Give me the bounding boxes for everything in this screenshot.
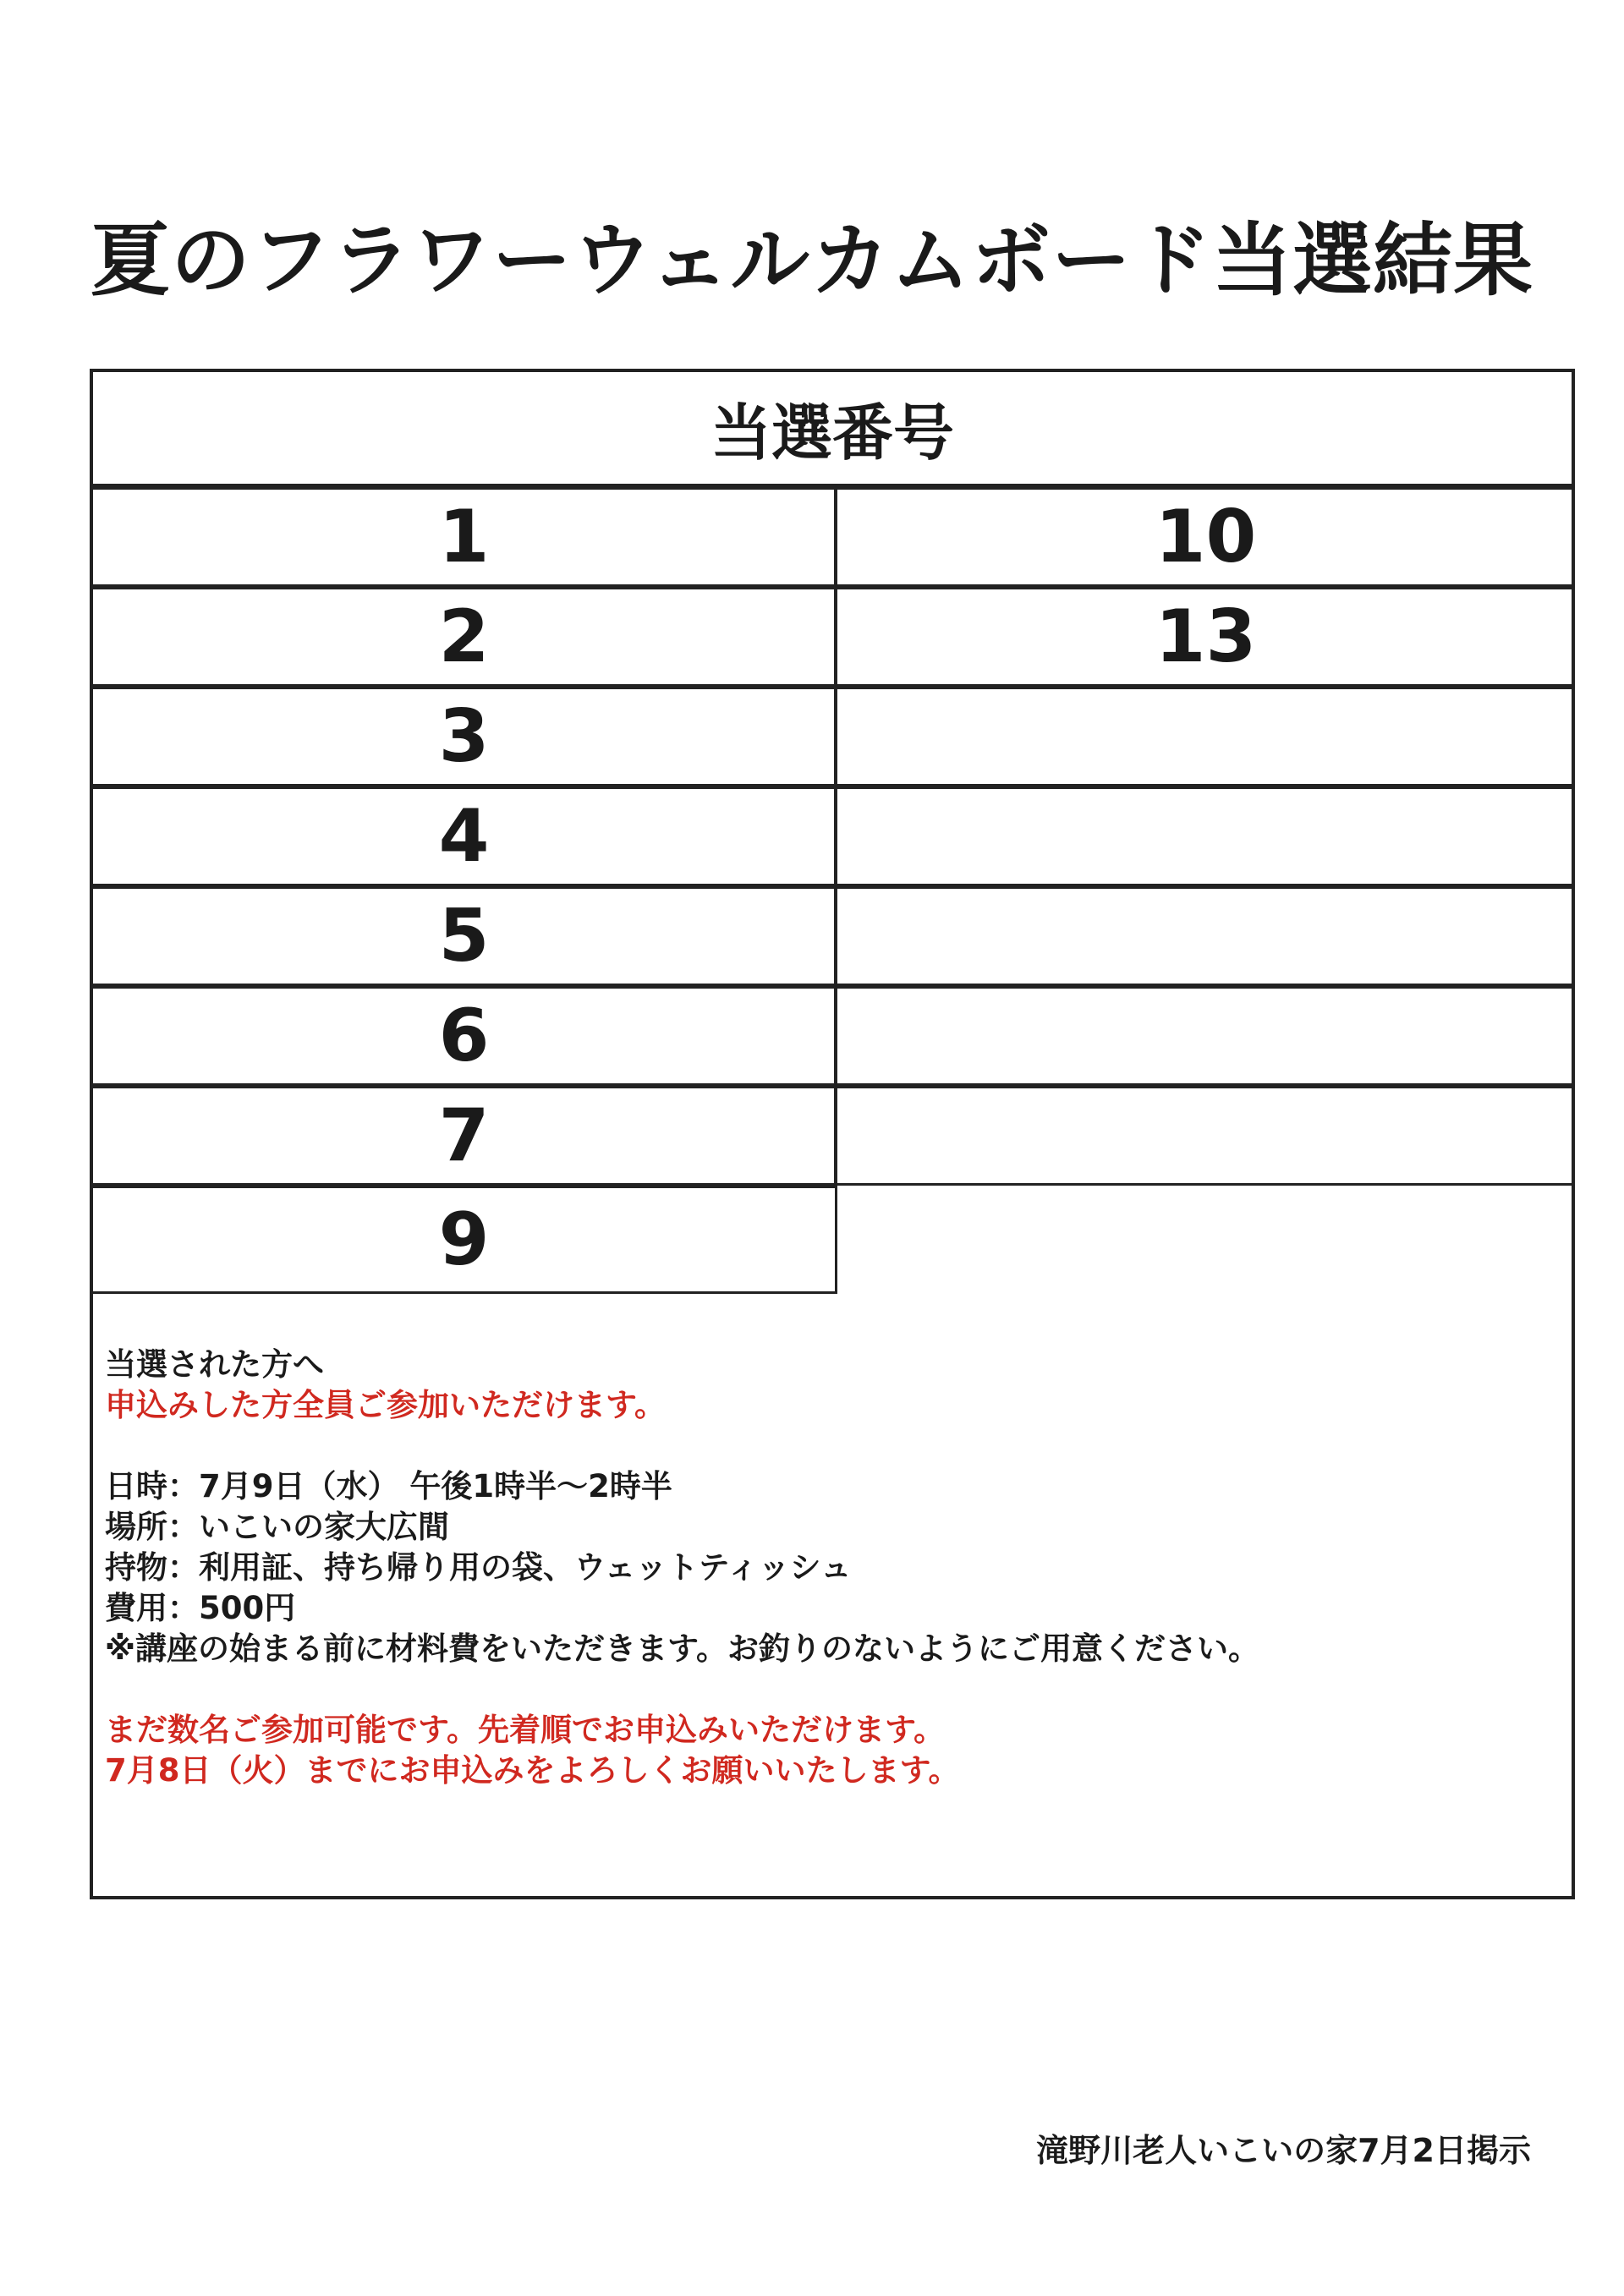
empty-cell bbox=[834, 687, 1575, 786]
recipient-line: 当選された方へ bbox=[105, 1346, 324, 1383]
winning-number-cell: 13 bbox=[834, 587, 1575, 687]
winning-number-cell: 7 bbox=[93, 1086, 837, 1186]
results-frame bbox=[90, 369, 1575, 1899]
spacer bbox=[105, 1669, 1560, 1710]
all-join-line: 申込みした方全員ご参加いただけます。 bbox=[105, 1387, 667, 1423]
empty-cell bbox=[834, 986, 1575, 1086]
winning-number-cell: 4 bbox=[93, 786, 837, 886]
posting-note: 滝野川老人いこいの家7月2日掲示 bbox=[1036, 2132, 1531, 2169]
page-title: 夏のフラワーウェルカムボード当選結果 bbox=[90, 215, 1534, 307]
winning-number-cell: 6 bbox=[93, 986, 837, 1086]
winning-number-cell: 2 bbox=[93, 587, 837, 687]
fee-line: 費用：500円 bbox=[105, 1590, 296, 1626]
winning-number-cell: 9 bbox=[93, 1186, 837, 1294]
winning-number-cell: 10 bbox=[834, 487, 1575, 587]
openings-line: まだ数名ご参加可能です。先着順でお申込みいただけます。 bbox=[105, 1712, 946, 1748]
spacer bbox=[105, 1426, 1560, 1466]
empty-cell bbox=[834, 1086, 1575, 1186]
winning-number-cell: 1 bbox=[93, 487, 837, 587]
datetime-line: 日時：7月9日（水） 午後1時半～2時半 bbox=[105, 1468, 672, 1504]
notice-text bbox=[105, 1345, 1560, 1791]
table-header: 当選番号 bbox=[93, 372, 1572, 487]
place-line: 場所：いこいの家大広間 bbox=[105, 1509, 449, 1545]
deadline-line: 7月8日（火）までにお申込みをよろしくお願いいたします。 bbox=[105, 1752, 960, 1789]
winning-number-cell: 5 bbox=[93, 886, 837, 986]
items-line: 持物：利用証、持ち帰り用の袋、ウェットティッシュ bbox=[105, 1549, 852, 1586]
remark-line: ※講座の始まる前に材料費をいただきます。お釣りのないようにご用意ください。 bbox=[105, 1630, 1260, 1667]
winning-number-cell: 3 bbox=[93, 687, 837, 786]
empty-cell bbox=[834, 786, 1575, 886]
empty-cell bbox=[834, 886, 1575, 986]
